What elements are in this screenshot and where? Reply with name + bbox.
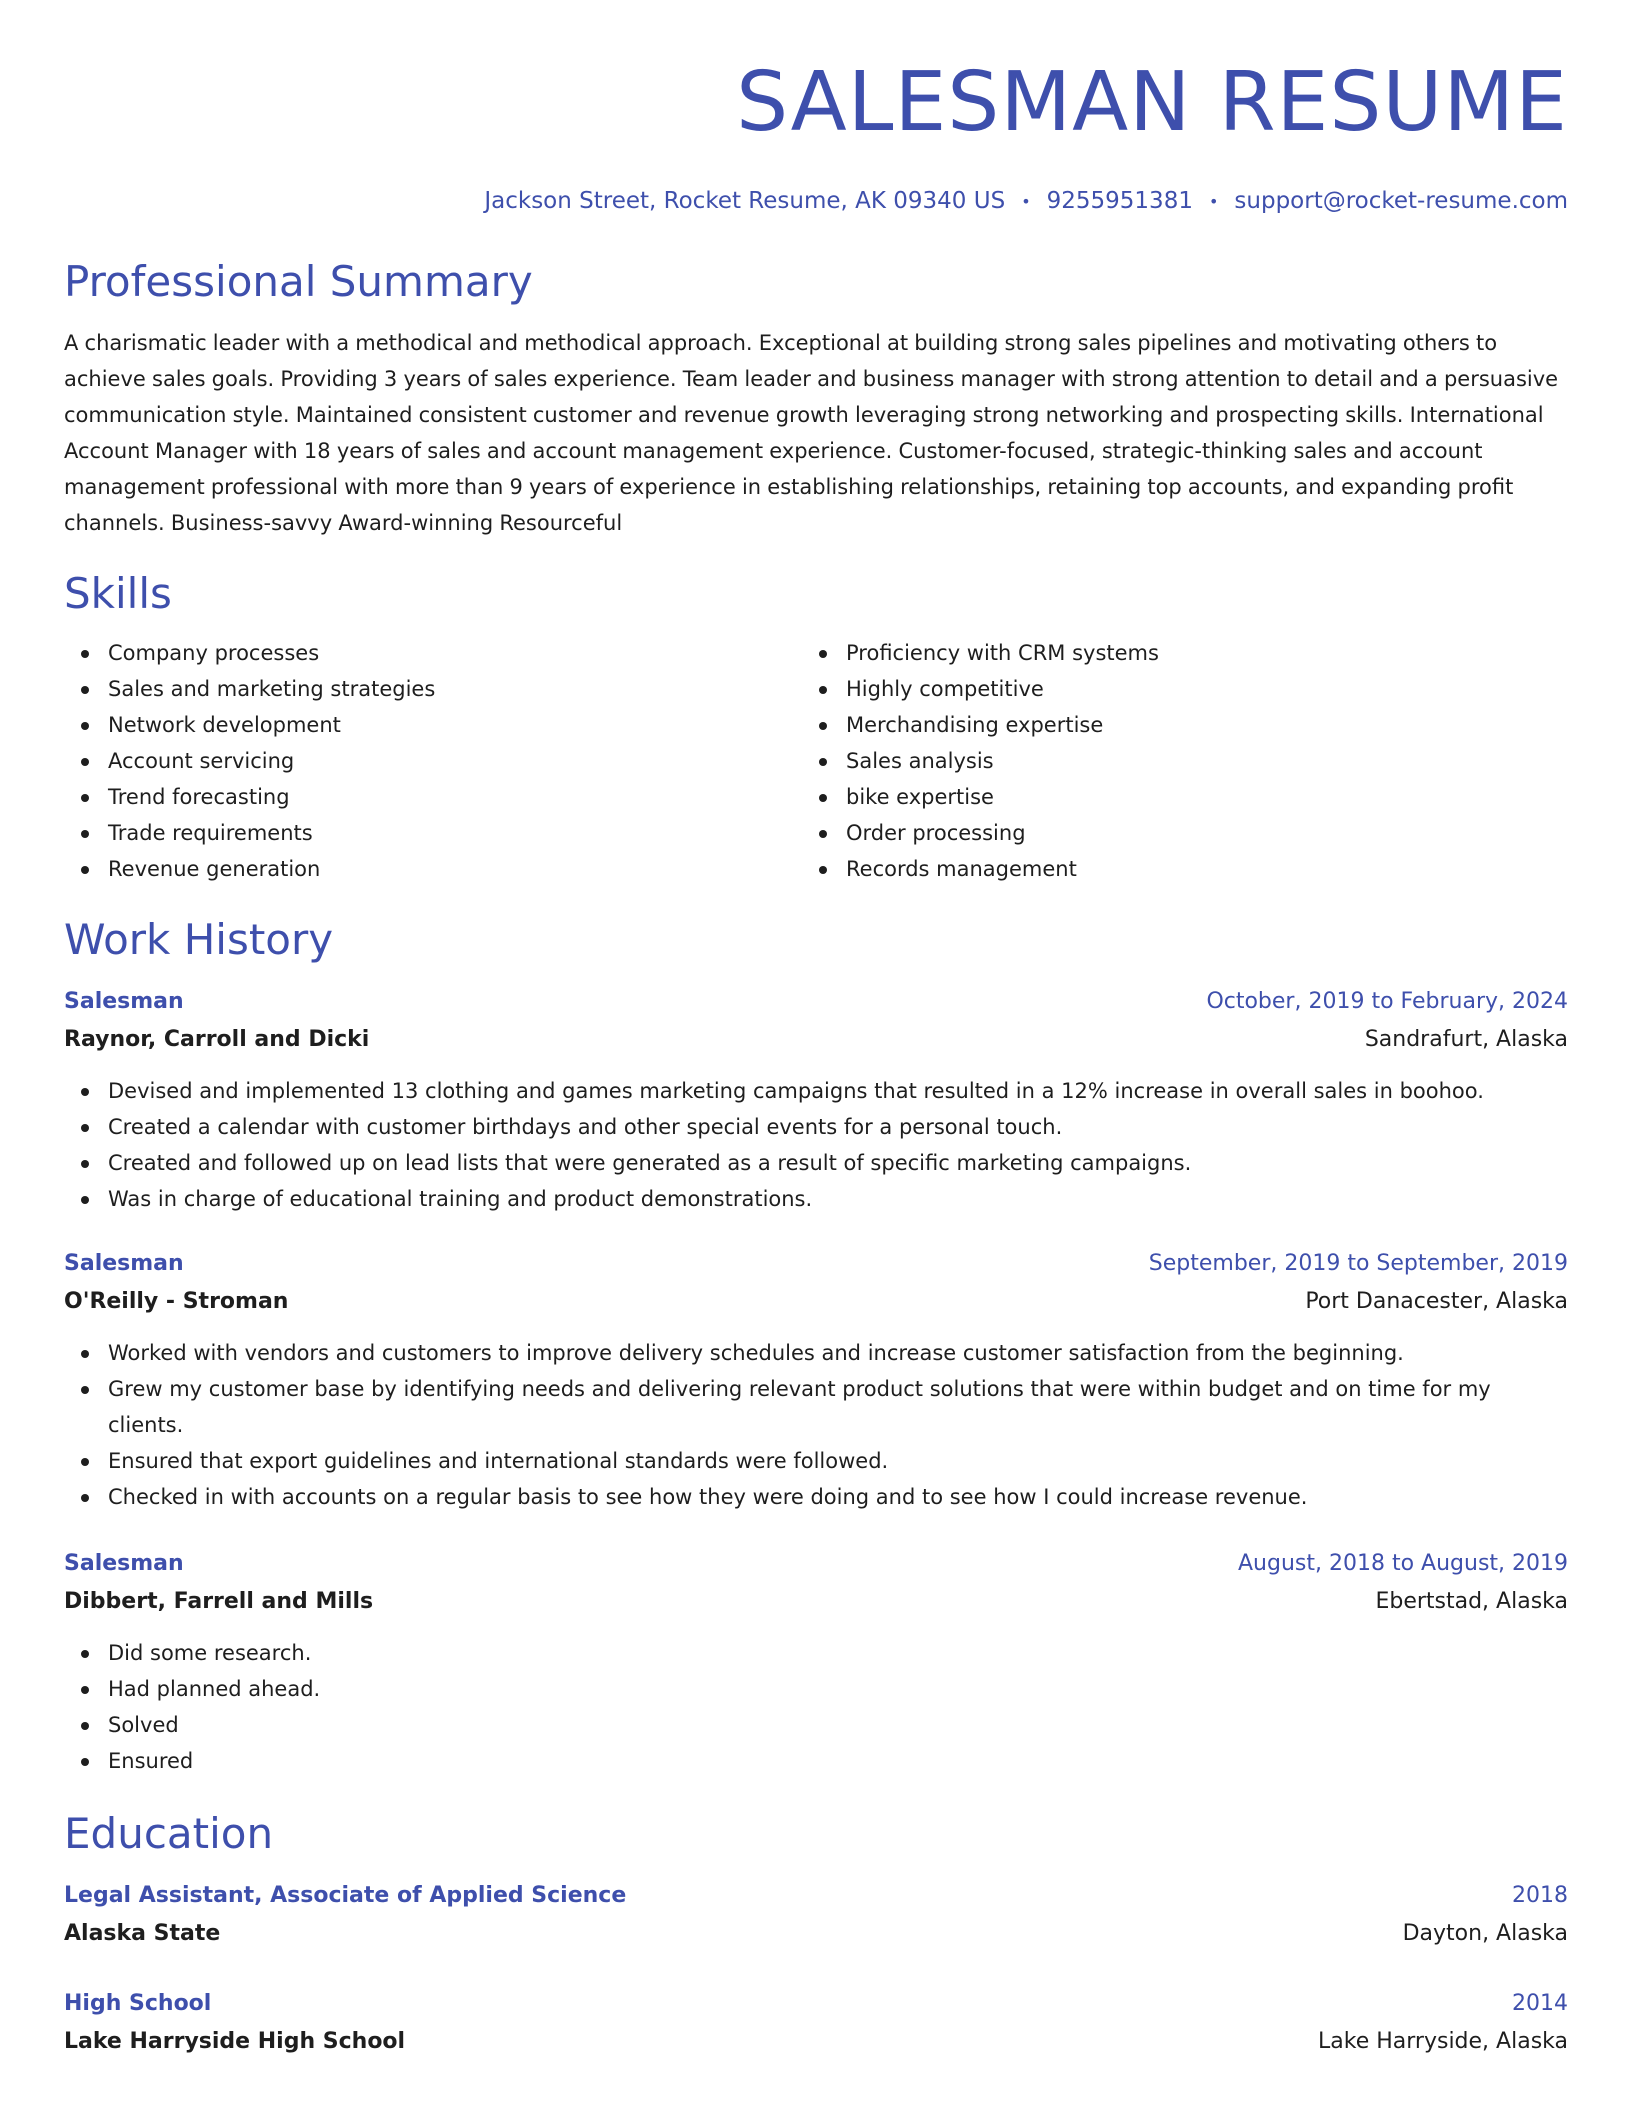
education-subheader (64, 1915, 1568, 1953)
job-subheader (64, 1021, 1568, 1059)
bullet-icon (81, 1160, 89, 1168)
bullet-icon (81, 758, 89, 766)
contact-separator: • (1021, 191, 1031, 211)
job-company: O'Reilly - Stroman (64, 1288, 289, 1314)
job-dates: August, 2018 to August, 2019 (1238, 1550, 1568, 1576)
job-bullet (64, 1109, 1568, 1145)
job-bullet (64, 1707, 1568, 1743)
education-header (64, 1985, 1568, 2023)
bullet-icon (81, 1686, 89, 1694)
resume-name: SALESMAN RESUME (736, 55, 1568, 150)
skill-item (802, 707, 1159, 743)
work-history-heading: Work History (64, 914, 334, 964)
job-company: Raynor, Carroll and Dicki (64, 1026, 370, 1052)
bullet-icon (819, 866, 827, 874)
skill-label: Company processes (108, 640, 320, 665)
skill-item (802, 743, 1159, 779)
education-entry (64, 1985, 1568, 2061)
job-bullet (64, 1443, 1568, 1479)
job-bullet-text: Ensured (108, 1748, 194, 1773)
skill-label: Order processing (846, 820, 1026, 845)
job-title: Salesman (64, 1250, 184, 1276)
education-year: 2014 (1512, 1990, 1568, 2016)
education-heading: Education (64, 1808, 274, 1858)
education-location: Dayton, Alaska (1402, 1920, 1568, 1946)
contact-line (64, 186, 1568, 217)
job-bullets (64, 1635, 1568, 1779)
skill-label: bike expertise (846, 784, 994, 809)
skill-label: Merchandising expertise (846, 712, 1104, 737)
job-bullet (64, 1479, 1568, 1515)
skill-item (64, 851, 802, 887)
job-bullet (64, 1335, 1568, 1371)
bullet-icon (819, 758, 827, 766)
job-bullet-text: Grew my customer base by identifying needs and delivering relevant product solutions that were within budget and on time for my clients. (108, 1376, 1491, 1437)
bullet-icon (81, 794, 89, 802)
education-entry (64, 1877, 1568, 1953)
skill-item (64, 779, 802, 815)
skill-label: Sales analysis (846, 748, 994, 773)
skill-label: Trade requirements (108, 820, 313, 845)
bullet-icon (81, 686, 89, 694)
contact-address: Jackson Street, Rocket Resume, AK 09340 US (484, 188, 1006, 214)
job-entry (64, 1245, 1568, 1515)
skill-item (64, 743, 802, 779)
bullet-icon (819, 830, 827, 838)
skill-item (802, 635, 1159, 671)
bullet-icon (81, 650, 89, 658)
bullet-icon (81, 866, 89, 874)
job-bullet-text: Checked in with accounts on a regular basis to see how they were doing and to see how I could increase revenue. (108, 1484, 1308, 1509)
job-bullet (64, 1371, 1568, 1443)
education-subheader (64, 2023, 1568, 2061)
job-bullet (64, 1635, 1568, 1671)
job-company: Dibbert, Farrell and Mills (64, 1588, 374, 1614)
bullet-icon (81, 1650, 89, 1658)
skill-label: Network development (108, 712, 341, 737)
bullet-icon (81, 1088, 89, 1096)
job-bullet (64, 1145, 1568, 1181)
job-bullet-text: Created and followed up on lead lists that were generated as a result of specific marketing campaigns. (108, 1150, 1192, 1175)
job-bullet-text: Did some research. (108, 1640, 312, 1665)
skill-item (802, 815, 1159, 851)
job-bullet-text: Worked with vendors and customers to improve delivery schedules and increase customer satisfaction from the beginning. (108, 1340, 1404, 1365)
skill-label: Records management (846, 856, 1077, 881)
job-location: Ebertstad, Alaska (1375, 1588, 1568, 1614)
skill-label: Sales and marketing strategies (108, 676, 436, 701)
bullet-icon (81, 722, 89, 730)
job-title: Salesman (64, 1550, 184, 1576)
bullet-icon (81, 1350, 89, 1358)
contact-separator: • (1208, 191, 1219, 211)
education-school: Lake Harryside High School (64, 2028, 406, 2054)
job-header (64, 1245, 1568, 1283)
skill-label: Proficiency with CRM systems (846, 640, 1159, 665)
skills-column-left (64, 635, 802, 887)
bullet-icon (81, 1722, 89, 1730)
job-bullet (64, 1181, 1568, 1217)
job-location: Port Danacester, Alaska (1305, 1288, 1568, 1314)
job-header (64, 983, 1568, 1021)
skill-item (64, 635, 802, 671)
summary-heading: Professional Summary (64, 256, 533, 306)
skills-column-right (802, 635, 1159, 887)
skill-item (64, 671, 802, 707)
job-dates: October, 2019 to February, 2024 (1206, 988, 1568, 1014)
bullet-icon (81, 1458, 89, 1466)
skill-item (802, 671, 1159, 707)
job-bullet-text: Solved (108, 1712, 179, 1737)
job-bullets (64, 1335, 1568, 1515)
job-subheader (64, 1583, 1568, 1621)
job-dates: September, 2019 to September, 2019 (1148, 1250, 1568, 1276)
bullet-icon (819, 686, 827, 694)
job-bullet-text: Devised and implemented 13 clothing and games marketing campaigns that resulted in a 12% increase in overall sales in boohoo. (108, 1078, 1484, 1103)
contact-email: support@rocket-resume.com (1234, 188, 1568, 214)
job-bullet (64, 1671, 1568, 1707)
bullet-icon (819, 650, 827, 658)
skills-heading: Skills (64, 568, 172, 618)
skill-label: Trend forecasting (108, 784, 290, 809)
job-bullet-text: Was in charge of educational training and product demonstrations. (108, 1186, 813, 1211)
bullet-icon (81, 1196, 89, 1204)
skill-item (64, 707, 802, 743)
job-entry (64, 1545, 1568, 1779)
job-bullet-text: Had planned ahead. (108, 1676, 321, 1701)
job-location: Sandrafurt, Alaska (1364, 1026, 1568, 1052)
skill-label: Account servicing (108, 748, 295, 773)
job-title: Salesman (64, 988, 184, 1014)
skill-item (802, 851, 1159, 887)
education-school: Alaska State (64, 1920, 221, 1946)
summary-text: A charismatic leader with a methodical and methodical approach. Exceptional at building strong sales pipelines and motivating others to achieve sales goals. Providing 3 years of sales experience. Team leader and business manager with strong attention to detail and a persuasive communication style. Maintained consistent customer and revenue growth leveraging strong networking and prospecting skills. International Account Manager with 18 years of sales and account management experience. Customer-focused, strategic-thinking sales and account management professional with more than 9 years of experience in establishing relationships, retaining top accounts, and expanding profit channels. Business-savvy Award-winning Resourceful (64, 330, 1559, 535)
skill-item (802, 779, 1159, 815)
job-bullet-text: Ensured that export guidelines and international standards were followed. (108, 1448, 889, 1473)
job-bullet-text: Created a calendar with customer birthdays and other special events for a personal touch. (108, 1114, 1063, 1139)
job-subheader (64, 1283, 1568, 1321)
bullet-icon (81, 1124, 89, 1132)
job-entry (64, 983, 1568, 1217)
skills-list (64, 635, 1568, 887)
education-degree: Legal Assistant, Associate of Applied Science (64, 1882, 627, 1908)
education-header (64, 1877, 1568, 1915)
skill-item (64, 815, 802, 851)
bullet-icon (819, 722, 827, 730)
job-bullet (64, 1743, 1568, 1779)
skill-label: Revenue generation (108, 856, 321, 881)
contact-phone: 9255951381 (1046, 188, 1193, 214)
job-bullets (64, 1073, 1568, 1217)
education-year: 2018 (1512, 1882, 1568, 1908)
job-bullet (64, 1073, 1568, 1109)
education-location: Lake Harryside, Alaska (1318, 2028, 1568, 2054)
education-degree: High School (64, 1990, 212, 2016)
bullet-icon (81, 1386, 89, 1394)
bullet-icon (81, 830, 89, 838)
bullet-icon (81, 1758, 89, 1766)
bullet-icon (819, 794, 827, 802)
job-header (64, 1545, 1568, 1583)
bullet-icon (81, 1494, 89, 1502)
skill-label: Highly competitive (846, 676, 1044, 701)
